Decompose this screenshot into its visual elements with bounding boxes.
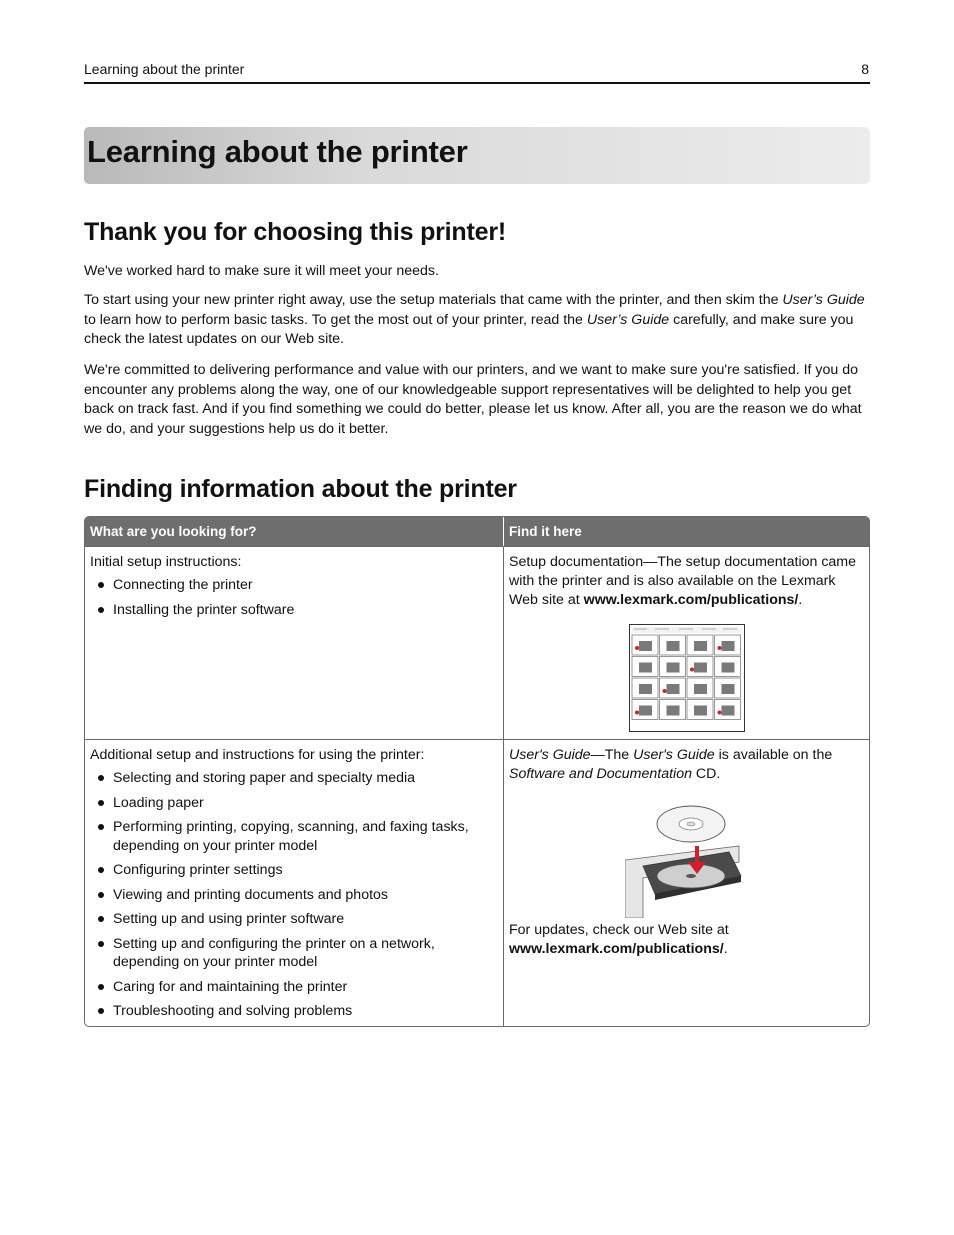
table-cell-answer [504,547,869,739]
bullet-icon [98,800,104,806]
update-text [509,921,864,959]
section-title-thank-you: Thank you for choosing this printer! [84,218,506,246]
printer-sketch [721,706,734,716]
text-run: To start using your new printer right away, use the setup materials that came with the printer, and then skim the [84,292,783,308]
printer-sketch [694,706,707,716]
bullet-list [90,576,498,619]
cell-intro: Additional setup and instructions for using the printer: [90,747,425,763]
printer-sketch [666,706,679,716]
red-marker [635,711,639,715]
red-marker [635,646,639,650]
list-item-text: Viewing and printing documents and photos [113,886,389,903]
guide-title-ref: User's Guide [633,747,715,763]
printer-sketch [639,663,652,673]
list-item-text: Connecting the printer [113,577,253,593]
publications-link[interactable]: www.lexmark.com/publications/ [509,941,724,957]
setup-sheet-illustration [629,624,745,732]
printer-sketch [639,706,652,716]
chapter-banner [84,127,870,184]
text-run: carefully, and make sure you check the latest updates on our Web site. [84,311,854,348]
list-item [90,576,498,595]
list-item-text: Caring for and maintaining the printer [113,978,348,995]
list-item [90,978,498,997]
printer-sketch [694,663,707,673]
text-run: For updates, check our Web site at [509,922,729,938]
paragraph-intro: We've worked hard to make sure it will meet your needs. [84,263,439,279]
list-item-text: Performing printing, copying, scanning, and faxing tasks, depending on your printer model [113,819,469,854]
text-run: —The [590,747,634,763]
list-item [90,818,498,855]
running-header [84,60,870,84]
guide-title-ref: User’s Guide [586,311,670,328]
list-item [90,794,498,813]
list-item [90,601,498,620]
text-run: to learn how to perform basic tasks. To get the most out of your printer, read the [84,311,587,328]
printer-sketch [666,684,679,694]
cd-drive-illustration [625,802,749,918]
bullet-icon [98,775,104,781]
list-item [90,861,498,880]
red-marker [717,711,721,715]
list-item-text: Loading paper [113,794,204,811]
list-item [90,769,498,788]
list-item-text: Setting up and configuring the printer on a network, depending on your printer model [113,935,435,970]
printer-sketch [694,684,707,694]
table-header-cell: What are you looking for? [85,517,504,546]
bullet-list [90,769,498,1021]
bullet-icon [98,892,104,898]
list-item [90,1002,498,1021]
cd-title-ref: Software and Documentation [509,766,692,782]
printer-sketch [694,641,707,651]
cell-text [509,553,864,610]
printer-sketch [721,641,734,651]
info-table [84,516,870,1027]
printer-sketch [721,663,734,673]
list-item-text: Selecting and storing paper and specialty media [113,770,416,786]
cell-text [509,746,864,784]
text-run: CD. [691,766,721,782]
guide-title-ref: User's Guide [509,747,591,763]
table-cell-question [85,547,504,739]
text-run: Setup documentation—The setup documentation came with the printer and is also available on the Lexmark Web site at [509,554,857,608]
table-cell-question [85,740,504,1026]
publications-link[interactable]: www.lexmark.com/publications/ [583,592,799,608]
printer-sketch [666,663,679,673]
red-marker [690,668,694,672]
list-item [90,886,498,905]
printer-sketch [639,641,652,651]
red-marker [662,689,666,693]
bullet-icon [98,582,104,588]
paragraph-getting-started [84,291,870,350]
list-item-text: Troubleshooting and solving problems [113,1003,353,1019]
page-number: 8 [861,61,869,77]
bullet-icon [98,916,104,922]
section-title-finding-info: Finding information about the printer [84,475,517,503]
bullet-icon [98,824,104,830]
list-item-text: Setting up and using printer software [113,911,345,927]
table-row [85,739,869,1026]
table-header [85,517,869,546]
bullet-icon [98,984,104,990]
printer-sketch [639,684,652,694]
bullet-icon [98,607,104,613]
list-item-text: Configuring printer settings [113,862,283,878]
cell-intro: Initial setup instructions: [90,554,242,570]
red-marker [717,646,721,650]
list-item-text: Installing the printer software [113,601,295,618]
text-run: . [723,941,728,957]
printer-sketch [721,684,734,694]
guide-title-ref: User’s Guide [782,292,865,308]
list-item [90,935,498,972]
text-run: . [798,592,803,608]
table-header-cell: Find it here [509,524,582,539]
printer-sketch [666,641,679,651]
bullet-icon [98,1008,104,1014]
table-cell-answer [504,740,869,1026]
paragraph-commitment: We're committed to delivering performance and value with our printers, and we want to make sure you're satisfied. If you do encounter any problems along the way, one of our knowledgeable support representatives will be delighted to help you get back on track fast. And if you find something we could do better, please let us know. After all, you are the reason we do what we do, and your suggestions help us do it better. [84,362,862,437]
bullet-icon [98,941,104,947]
bullet-icon [98,867,104,873]
table-row [85,546,869,739]
list-item [90,910,498,929]
running-header-title: Learning about the printer [84,61,245,77]
text-run: is available on the [714,747,833,763]
chapter-title: Learning about the printer [87,134,468,169]
